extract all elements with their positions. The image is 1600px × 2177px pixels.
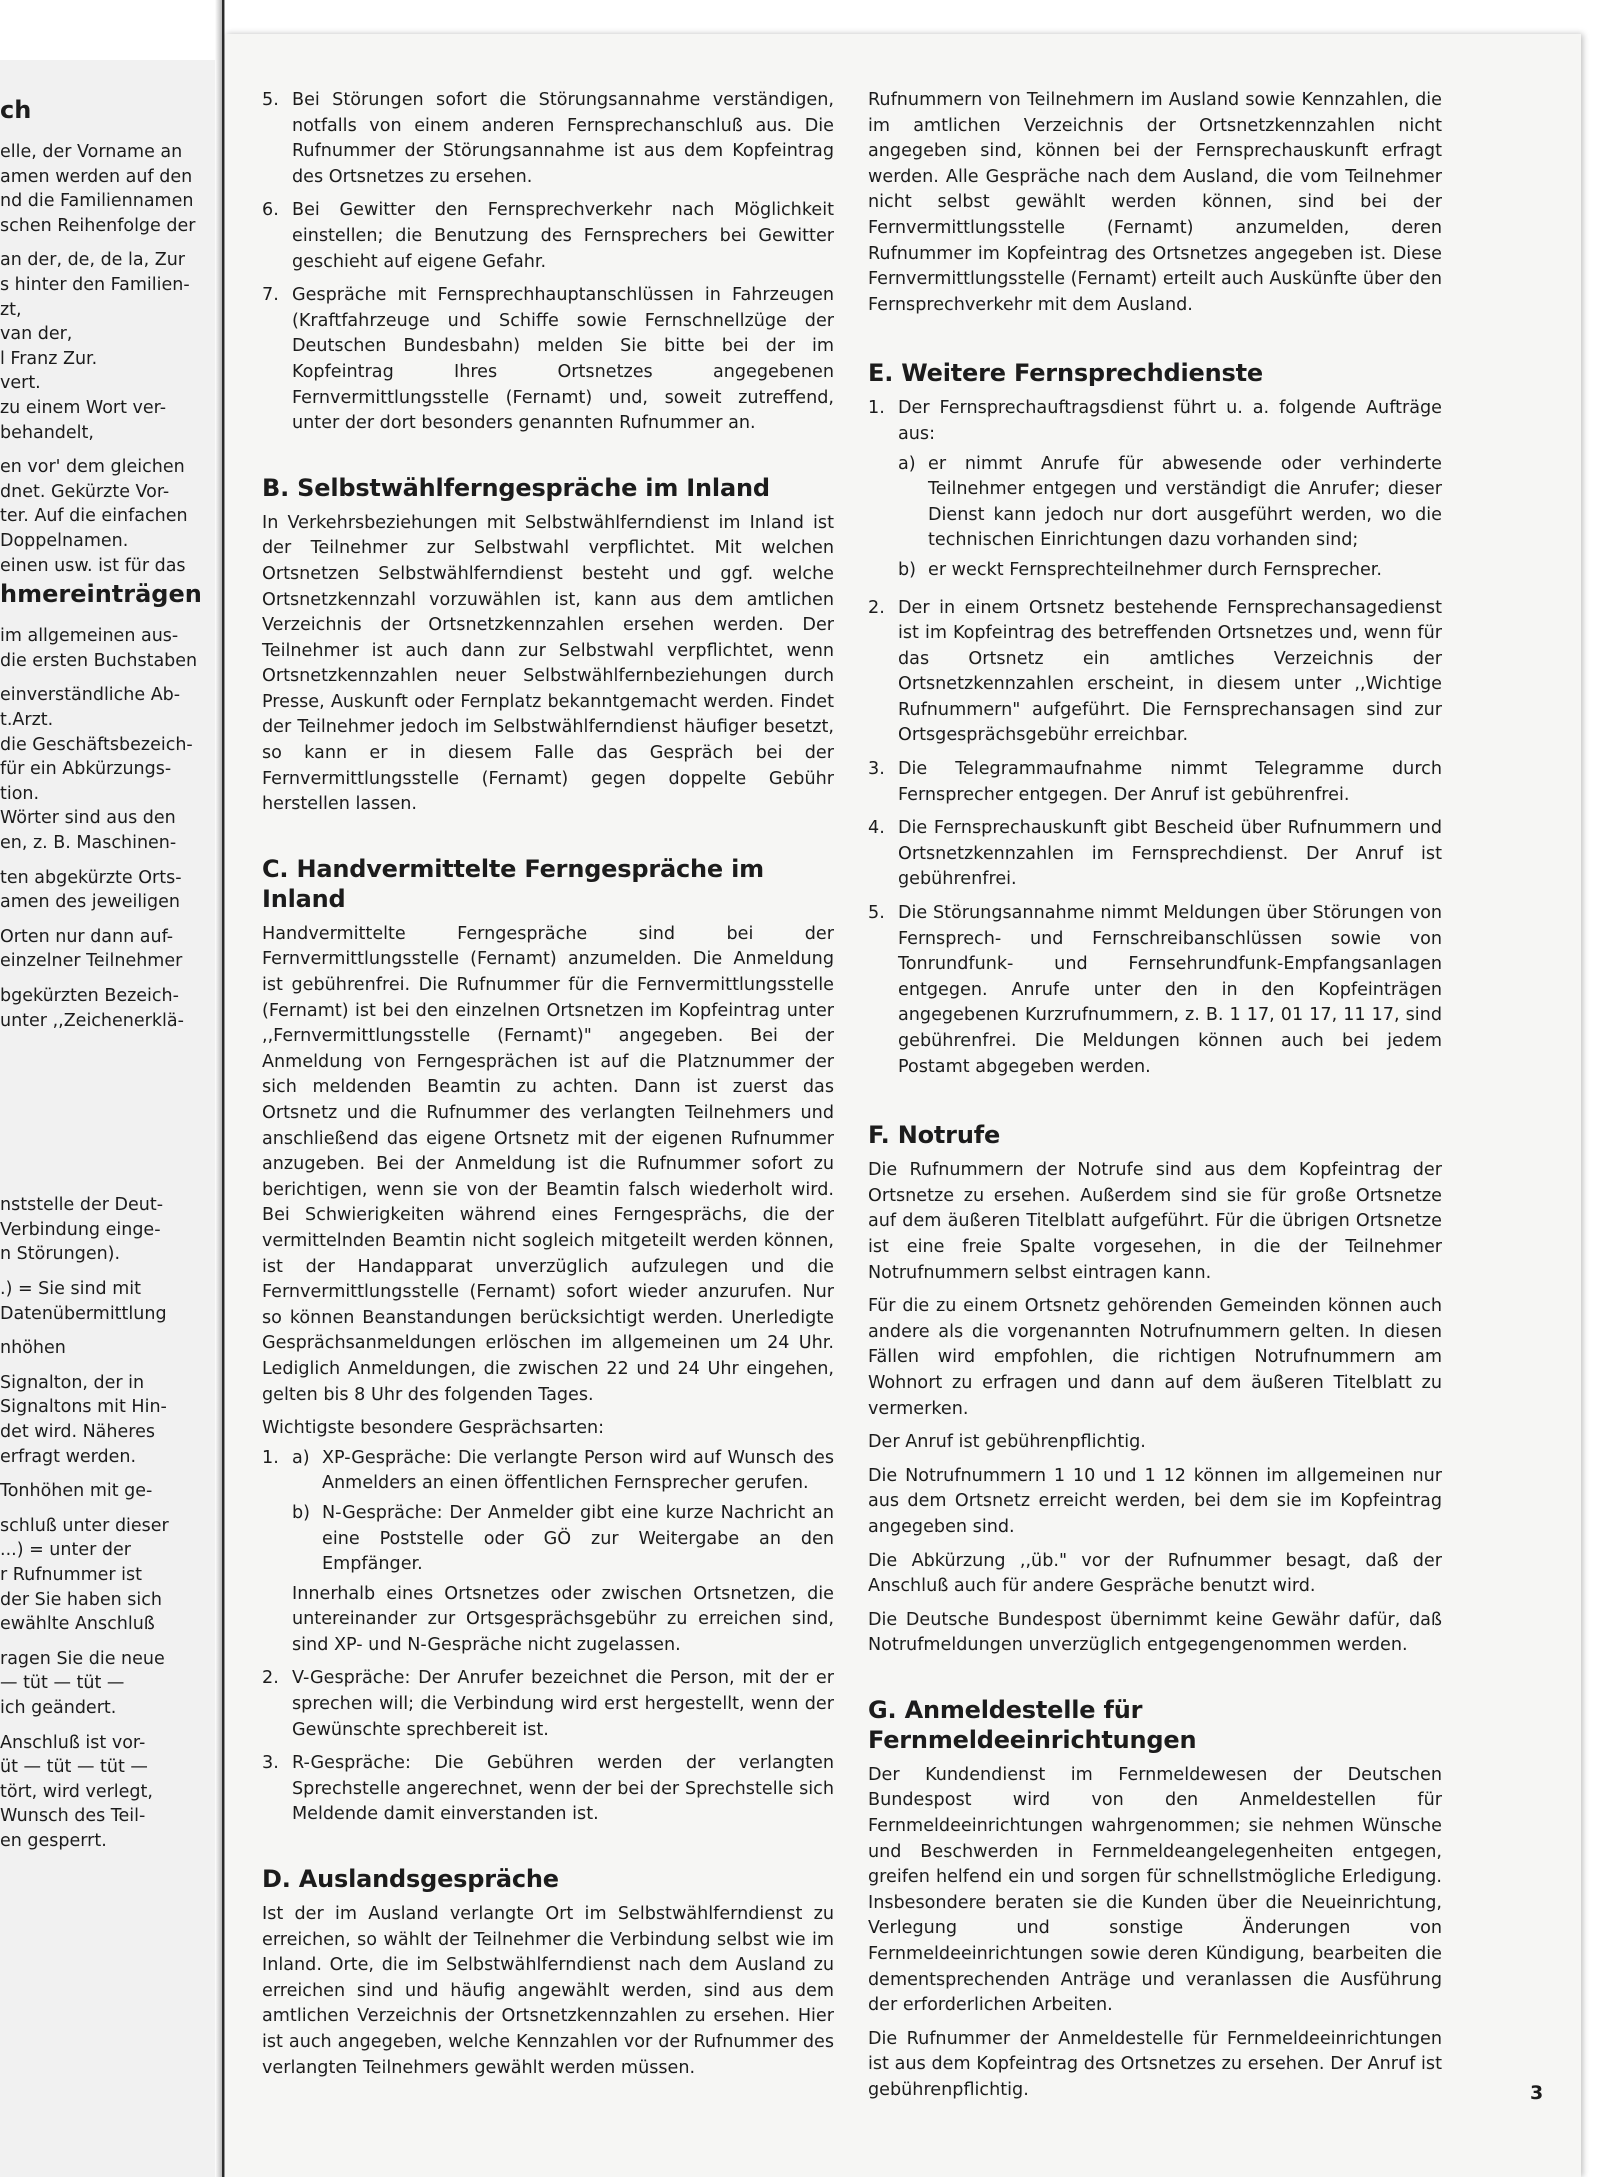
list-item	[868, 901, 1442, 1080]
item-text: Die Telegrammaufnahme nimmt Telegramme durch Fernsprecher entgegen. Der Anruf ist gebührenfrei.	[898, 759, 1442, 805]
left-page-text-line: einverständliche Ab-	[0, 685, 181, 706]
item-text: Die Fernsprechauskunft gibt Bescheid über Rufnummern und Ortsnetzkennzahlen im Fernsprechdienst. Der Anruf ist gebührenfrei.	[898, 818, 1442, 890]
left-page-text-line: schluß unter dieser	[0, 1515, 169, 1536]
sub-label: b)	[898, 559, 917, 580]
section-f-p3: Der Anruf ist gebührenpflichtig.	[868, 1432, 1146, 1453]
left-page-text-line: einen usw. ist für das	[0, 555, 186, 576]
column-right	[868, 88, 1442, 2112]
left-page-text-line: an der, de, de la, Zur	[0, 250, 185, 271]
auslands-continuation: Rufnummern von Teilnehmern im Ausland sowie Kennzahlen, die im amtlichen Verzeichnis der Ortsnetzkennzahlen nicht angegeben sind, können bei der Fernsprechauskunft erfragt werden. Alle Gespräche nach dem Ausland, die vom Teilnehmer nicht selbst gewählt werden können, sind bei der Fernvermittlungsstelle (Fernamt) anzumelden, deren Rufnummer im Kopfeintrag des Ortsnetzes angegeben ist. Diese Fernvermittlungsstelle (Fernamt) erteilt auch Auskünfte über den Fernsprechverkehr mit dem Ausland.	[868, 90, 1442, 315]
left-page-text-line: unter ,,Zeichenerklä-	[0, 1010, 184, 1031]
item-number: 4.	[868, 818, 885, 839]
left-page-text-line: zu einem Wort ver-	[0, 398, 167, 418]
list-item	[262, 198, 834, 275]
left-page-text-line: Verbindung einge-	[0, 1219, 161, 1240]
left-page-text-line: der Sie haben sich	[0, 1589, 162, 1610]
left-page-text-line: ich geändert.	[0, 1698, 117, 1718]
section-heading-f: F. Notrufe	[868, 1121, 1001, 1150]
section-f-p6: Die Deutsche Bundespost übernimmt keine Gewähr dafür, daß Notrufmeldungen unverzüglich entgegengenommen werden.	[868, 1609, 1442, 1656]
left-page-text-line: ragen Sie die neue	[0, 1648, 165, 1669]
left-page-text-line: zt,	[0, 299, 22, 320]
section-b-text: In Verkehrsbeziehungen mit Selbstwählferndienst im Inland ist der Teilnehmer zur Selbstwahl verpflichtet. Mit welchen Ortsnetzen Selbstwählferndienst besteht und ggf. welche Ortsnetzkennzahl vorzuwählen ist, kann aus dem amtlichen Verzeichnis der Ortsnetzkennzahlen ersehen werden. Der Teilnehmer ist auch dann zur Selbstwahl verpflichtet, wenn Ortsnetzkennzahlen neuer Selbstwählfernbeziehungen durch Presse, Auskunft oder Fernplatz bekanntgemacht werden. Findet der Teilnehmer jedoch im Selbstwählferndienst häufiger besetzt, so kann er in diesem Falle das Gespräch bei der Fernvermittlungsstelle (Fernamt) gegen doppelte Gebühr herstellen lassen.	[262, 512, 834, 815]
left-page-text-line: t.Arzt.	[0, 710, 54, 730]
section-f-p4: Die Notrufnummern 1 10 und 1 12 können im allgemeinen nur aus dem Ortsnetz erreicht werden, bei dem sie im Kopfeintrag angegeben sind.	[868, 1465, 1442, 1537]
left-page-text-line: amen des jeweiligen	[0, 892, 181, 913]
sub-item	[292, 1446, 834, 1497]
page-number: 3	[1530, 2082, 1544, 2104]
heading-ch: ch	[0, 96, 32, 124]
section-f-p2: Für die zu einem Ortsnetz gehörenden Gemeinden können auch andere als die vorgenannten Notrufnummern gelten. In diesen Fällen wird empfohlen, die richtigen Notrufnummern am Wohnort zu erfragen und dann auf dem äußeren Titelblatt zu vermerken.	[868, 1296, 1442, 1419]
left-page-text-line: — tüt — tüt —	[0, 1673, 125, 1694]
heading-hmereintraegen: hmereinträgen	[0, 580, 202, 609]
item-text: Der in einem Ortsnetz bestehende Fernsprechansagedienst ist im Kopfeintrag des betreffenden Ortsnetzes und, wenn für das Ortsnetz ein amtliches Verzeichnis der Ortsnetzkennzahlen erscheint, in diesem unter ,,Wichtige Rufnummern" aufgeführt. Die Fernsprechansagen sind zur Ortsgesprächsgebühr erreichbar.	[898, 597, 1442, 746]
left-page-text-line: s hinter den Familien-	[0, 275, 190, 295]
list-item	[262, 1666, 834, 1743]
list-item	[868, 596, 1442, 750]
page-divider	[222, 0, 224, 2177]
left-page-text-line: ...) = unter der	[0, 1540, 131, 1561]
left-page-text-line: tört, wird verlegt,	[0, 1781, 153, 1802]
section-heading-e: E. Weitere Fernsprechdienste	[868, 359, 1263, 388]
section-g-p1: Der Kundendienst im Fernmeldewesen der Deutschen Bundespost wird von den Anmeldestellen für Fernmeldeeinrichtungen wahrgenommen; sie nehmen Wünsche und Beschwerden in Fernmeldeangelegenheiten entgegen, greifen helfend ein und sorgen für schnellstmögliche Erledigung. Insbesondere beraten sie die Kunden über die Neueinrichtung, Verlegung und sonstige Änderungen von Fernmeldeeinrichtungen sowie deren Kündigung, bearbeiten die dementsprechenden Anträge und veranlassen die Ausführung der erforderlichen Arbeiten.	[868, 1764, 1442, 2016]
left-page-text-line: amen werden auf den	[0, 166, 193, 187]
sub-label: a)	[292, 1447, 310, 1468]
item-number: 6.	[262, 200, 279, 221]
left-page-text-line: üt — tüt — tüt —	[0, 1757, 148, 1778]
left-page-text-line: van der,	[0, 324, 73, 345]
sub-text: er nimmt Anrufe für abwesende oder verhinderte Teilnehmer entgegen und verständigt die Anrufer; dieser Dienst kann jedoch nur dort ausgeführt werden, wo die technischen Einrichtungen dazu vorhanden sind;	[928, 453, 1442, 551]
left-page-text-line: elle, der Vorname an	[0, 142, 183, 162]
list-item	[262, 1751, 834, 1828]
left-page-text-line: nststelle der Deut-	[0, 1195, 164, 1216]
section-heading-b: B. Selbstwählferngespräche im Inland	[262, 473, 770, 502]
sub-text: N-Gespräche: Der Anmelder gibt eine kurze Nachricht an eine Poststelle oder GÖ zur Weitergabe an den Empfänger.	[322, 1502, 834, 1575]
left-page-text-line: .) = Sie sind mit	[0, 1279, 141, 1299]
left-page-text-line: Wunsch des Teil-	[0, 1806, 146, 1827]
left-page-text-line: schen Reihenfolge der	[0, 215, 196, 236]
column-left	[262, 88, 834, 2089]
list-item	[868, 396, 1442, 587]
list-item	[868, 816, 1442, 893]
left-page-text-line: Anschluß ist vor-	[0, 1732, 146, 1753]
left-page-text-line: en, z. B. Maschinen-	[0, 833, 177, 853]
item-number: 7.	[262, 285, 279, 306]
left-page-text-line: erfragt werden.	[0, 1446, 137, 1467]
list-item	[262, 88, 834, 190]
list-item	[262, 1446, 834, 1659]
section-d-text: Ist der im Ausland verlangte Ort im Selbstwählferndienst zu erreichen, so wählt der Teilnehmer die Verbindung selbst wie im Inland. Orte, die im Selbstwählferndienst nach dem Ausland zu erreichen sind und häufig angewählt werden, sind aus dem amtlichen Verzeichnis der Ortsnetzkennzahlen zu ersehen. Hier ist auch angegeben, welche Kennzahlen vor der Rufnummer des verlangten Teilnehmers gewählt werden müssen.	[262, 1904, 834, 2078]
item-text: Bei Störungen sofort die Störungsannahme verständigen, notfalls von einem anderen Fernsprechanschluß aus. Die Rufnummer der Störungsannahme ist aus dem Kopfeintrag des Ortsnetzes zu ersehen.	[292, 90, 834, 187]
left-page-text-line: nhöhen	[0, 1338, 66, 1359]
left-page-text-line: die Geschäftsbezeich-	[0, 734, 193, 755]
section-g-p2: Die Rufnummer der Anmeldestelle für Fernmeldeeinrichtungen ist aus dem Kopfeintrag des Ortsnetzes zu ersehen. Der Anruf ist gebührenpflichtig.	[868, 2028, 1442, 2100]
item-number: 3.	[262, 1753, 279, 1774]
left-page-text-line: einzelner Teilnehmer	[0, 951, 183, 972]
left-page-text-line: en vor' dem gleichen	[0, 457, 185, 478]
left-page-text-line: Orten nur dann auf-	[0, 926, 174, 947]
item-text: V-Gespräche: Der Anrufer bezeichnet die Person, mit der er sprechen will; die Verbindung wird erst hergestellt, wenn der Gewünschte sprechbereit ist.	[292, 1668, 834, 1740]
left-page-text-line: l Franz Zur.	[0, 348, 98, 369]
item-number: 3.	[868, 759, 885, 780]
left-page-text-line: Wörter sind aus den	[0, 808, 176, 829]
left-page-text-line: nd die Familiennamen	[0, 191, 194, 212]
section-heading-c: C. Handvermittelte Ferngespräche im Inland	[262, 854, 764, 913]
left-page-text-line: Tonhöhen mit ge-	[0, 1481, 153, 1502]
section-f-p1: Die Rufnummern der Notrufe sind aus dem Kopfeintrag der Ortsnetze zu ersehen. Außerdem sind sie für große Ortsnetze auf dem äußeren Titelblatt aufgeführt. Für die übrigen Ortsnetze ist eine freie Spalte vorgesehen, in die der Teilnehmer Notrufnummern selbst eintragen kann.	[868, 1160, 1442, 1283]
sub-label: a)	[898, 453, 916, 474]
left-page	[0, 60, 215, 2177]
sub-text: XP-Gespräche: Die verlangte Person wird auf Wunsch des Anmelders an einen öffentlichen Fernsprecher gerufen.	[322, 1447, 834, 1494]
left-page-text-line: en gesperrt.	[0, 1831, 107, 1851]
item-number: 1.	[262, 1447, 279, 1468]
item-text: Die Störungsannahme nimmt Meldungen über Störungen von Fernsprech- und Fernschreibanschlüssen sowie von Tonrundfunk- und Fernsehrundfunk-Empfangsanlagen entgegen. Anrufe unter den in den Kopfeinträgen angegebenen Kurzrufnummern, z. B. 1 17, 01 17, 11 17, sind gebührenfrei. Die Meldungen können auch bei jedem Postamt abgegeben werden.	[898, 903, 1442, 1077]
left-page-text-line: n Störungen).	[0, 1244, 121, 1265]
section-c-text: Handvermittelte Ferngespräche sind bei der Fernvermittlungsstelle (Fernamt) anzumelden. Die Anmeldung ist gebührenfrei. Die Rufnummer für die Fernvermittlungsstelle (Fernamt) ist bei den einzelnen Ortsnetzen im Kopfeintrag unter ,,Fernvermittlungsstelle (Fernamt)" angegeben. Bei der Anmeldung von Ferngesprächen ist auf die Platznummer der sich meldenden Beamtin zu achten. Dann ist zuerst das Ortsnetz und die Rufnummer des verlangten Teilnehmers und anschließend das eigene Ortsnetz mit der eigenen Rufnummer anzugeben. Bei der Anmeldung ist die Rufnummer sofort zu berichtigen, wenn sie von der Beamtin falsch wiederholt wird. Bei Schwierigkeiten während eines Ferngesprächs, die der vermittelnden Beamtin nicht sogleich mitgeteilt werden können, ist der Handapparat unverzüglich aufzulegen und die Fernvermittlungsstelle (Fernamt) sofort wieder anzurufen. Nur so können Beanstandungen berücksichtigt werden. Unerledigte Gesprächsanmeldungen erlöschen im allgemeinen um 24 Uhr. Lediglich Anmeldungen, die zwischen 22 und 24 Uhr eingehen, gelten bis 8 Uhr des folgenden Tages.	[262, 923, 834, 1405]
item-number: 1.	[868, 398, 885, 419]
sub-item	[898, 558, 1442, 584]
left-page-text-line: vert.	[0, 373, 41, 394]
sub-item	[898, 452, 1442, 554]
left-page-text-line: ter. Auf die einfachen	[0, 506, 188, 527]
sub-item	[292, 1501, 834, 1578]
item-body	[292, 1446, 834, 1659]
left-page-text-line: die ersten Buchstaben	[0, 650, 198, 671]
list-item	[262, 283, 834, 437]
item-number: 5.	[868, 903, 885, 924]
item-text: R-Gespräche: Die Gebühren werden der verlangten Sprechstelle angerechnet, wenn der bei der Sprechstelle sich Meldende damit einverstanden ist.	[292, 1753, 834, 1825]
left-page-text-line: r Rufnummer ist	[0, 1565, 143, 1585]
sub-label: b)	[292, 1502, 311, 1523]
item-note: Innerhalb eines Ortsnetzes oder zwischen Ortsnetzen, die untereinander zur Ortsgesprächsgebühr zu erreichen sind, sind XP- und N-Gespräche nicht zugelassen.	[292, 1583, 834, 1655]
left-page-text-line: tion.	[0, 783, 40, 804]
section-c-intro: Wichtigste besondere Gesprächsarten:	[262, 1418, 605, 1439]
item-number: 2.	[868, 597, 885, 618]
item-text: Der Fernsprechauftragsdienst führt u. a. folgende Aufträge aus:	[898, 398, 1442, 444]
item-text: Gespräche mit Fernsprechhauptanschlüssen in Fahrzeugen (Kraftfahrzeuge und Schiffe sowie Fernschnellzüge der Deutschen Bundesbahn) melden Sie bitte bei der im Kopfeintrag Ihres Ortsnetzes angegebenen Fernvermittlungsstelle (Fernamt) und, soweit zutreffend, unter der dort besonders genannten Rufnummer an.	[292, 285, 834, 434]
left-page-text-line: bgekürzten Bezeich-	[0, 986, 179, 1006]
left-page-text-line: det wird. Näheres	[0, 1422, 155, 1442]
left-page-text-line: Signalton, der in	[0, 1372, 145, 1393]
left-page-text-line: Datenübermittlung	[0, 1303, 167, 1324]
left-page-text-line: behandelt,	[0, 422, 94, 443]
left-page-text-line: ewählte Anschluß	[0, 1614, 155, 1635]
sub-text: er weckt Fernsprechteilnehmer durch Fernsprecher.	[928, 559, 1383, 580]
item-number: 2.	[262, 1668, 279, 1689]
section-heading-g: G. Anmeldestelle für Fernmeldeeinrichtungen	[868, 1695, 1197, 1754]
left-page-text-line: für ein Abkürzungs-	[0, 759, 172, 780]
left-page-text-line: ten abgekürzte Orts-	[0, 867, 182, 888]
left-page-text-line: Doppelnamen.	[0, 531, 129, 551]
item-body	[898, 396, 1442, 587]
list-item	[868, 757, 1442, 808]
left-page-text-line: Signaltons mit Hin-	[0, 1397, 167, 1418]
item-text: Bei Gewitter den Fernsprechverkehr nach Möglichkeit einstellen; die Benutzung des Fernsprechers bei Gewitter geschieht auf eigene Gefahr.	[292, 200, 834, 272]
section-heading-d: D. Auslandsgespräche	[262, 1865, 559, 1894]
left-page-text-line: dnet. Gekürzte Vor-	[0, 481, 170, 502]
item-number: 5.	[262, 90, 279, 110]
left-page-text-line: im allgemeinen aus-	[0, 626, 179, 647]
section-f-p5: Die Abkürzung ,,üb." vor der Rufnummer besagt, daß der Anschluß auch für andere Gespräche benutzt wird.	[868, 1550, 1442, 1597]
